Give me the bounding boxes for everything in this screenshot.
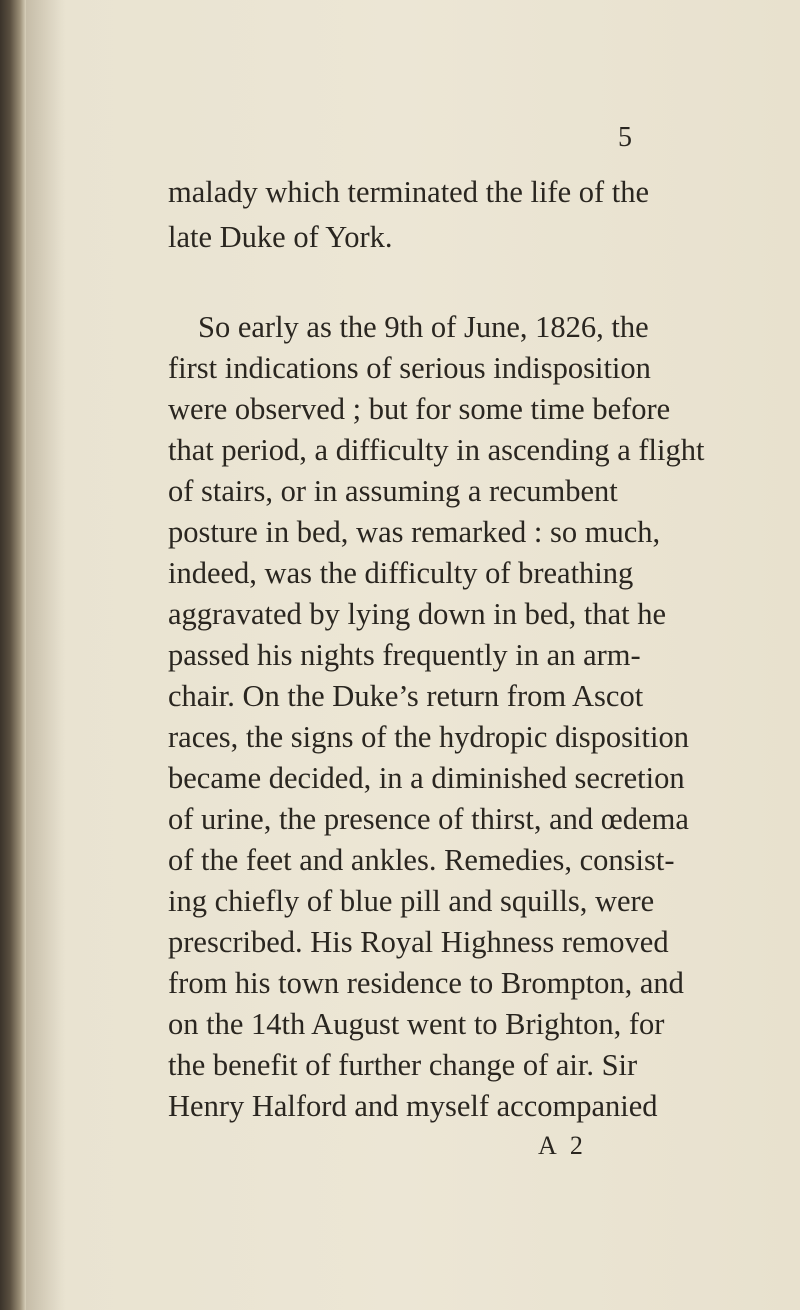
signature-mark: A 2 [538,1131,587,1160]
text-line: that period, a difficulty in ascending a flight [168,433,705,467]
text-line: were observed ; but for some time before [168,392,671,426]
text-line: malady which terminated the life of the [168,175,650,209]
text-line: on the 14th August went to Brighton, for [168,1007,665,1041]
text-line: Henry Halford and myself accompanied [168,1089,658,1123]
binding-shadow [26,0,66,1310]
text-line: races, the signs of the hydropic disposition [168,720,689,754]
text-line: So early as the 9th of June, 1826, the [198,310,649,344]
text-line: from his town residence to Brompton, and [168,966,684,1000]
text-line: indeed, was the difficulty of breathing [168,556,634,590]
text-line: late Duke of York. [168,220,393,254]
text-line: of urine, the presence of thirst, and œdema [168,802,689,836]
text-line: ing chiefly of blue pill and squills, were [168,884,655,918]
text-line: passed his nights frequently in an arm- [168,638,641,672]
text-line: the benefit of further change of air. Sir [168,1048,638,1082]
text-line: prescribed. His Royal Highness removed [168,925,669,959]
text-line: of stairs, or in assuming a recumbent [168,474,618,508]
text-line: posture in bed, was remarked : so much, [168,515,661,549]
page-number: 5 [618,122,632,153]
text-line: first indications of serious indisposition [168,351,651,385]
text-line: of the feet and ankles. Remedies, consist- [168,843,675,877]
text-line: aggravated by lying down in bed, that he [168,597,667,631]
text-line: chair. On the Duke’s return from Ascot [168,679,644,713]
text-line: became decided, in a diminished secretion [168,761,685,795]
book-binding-edge [0,0,26,1310]
